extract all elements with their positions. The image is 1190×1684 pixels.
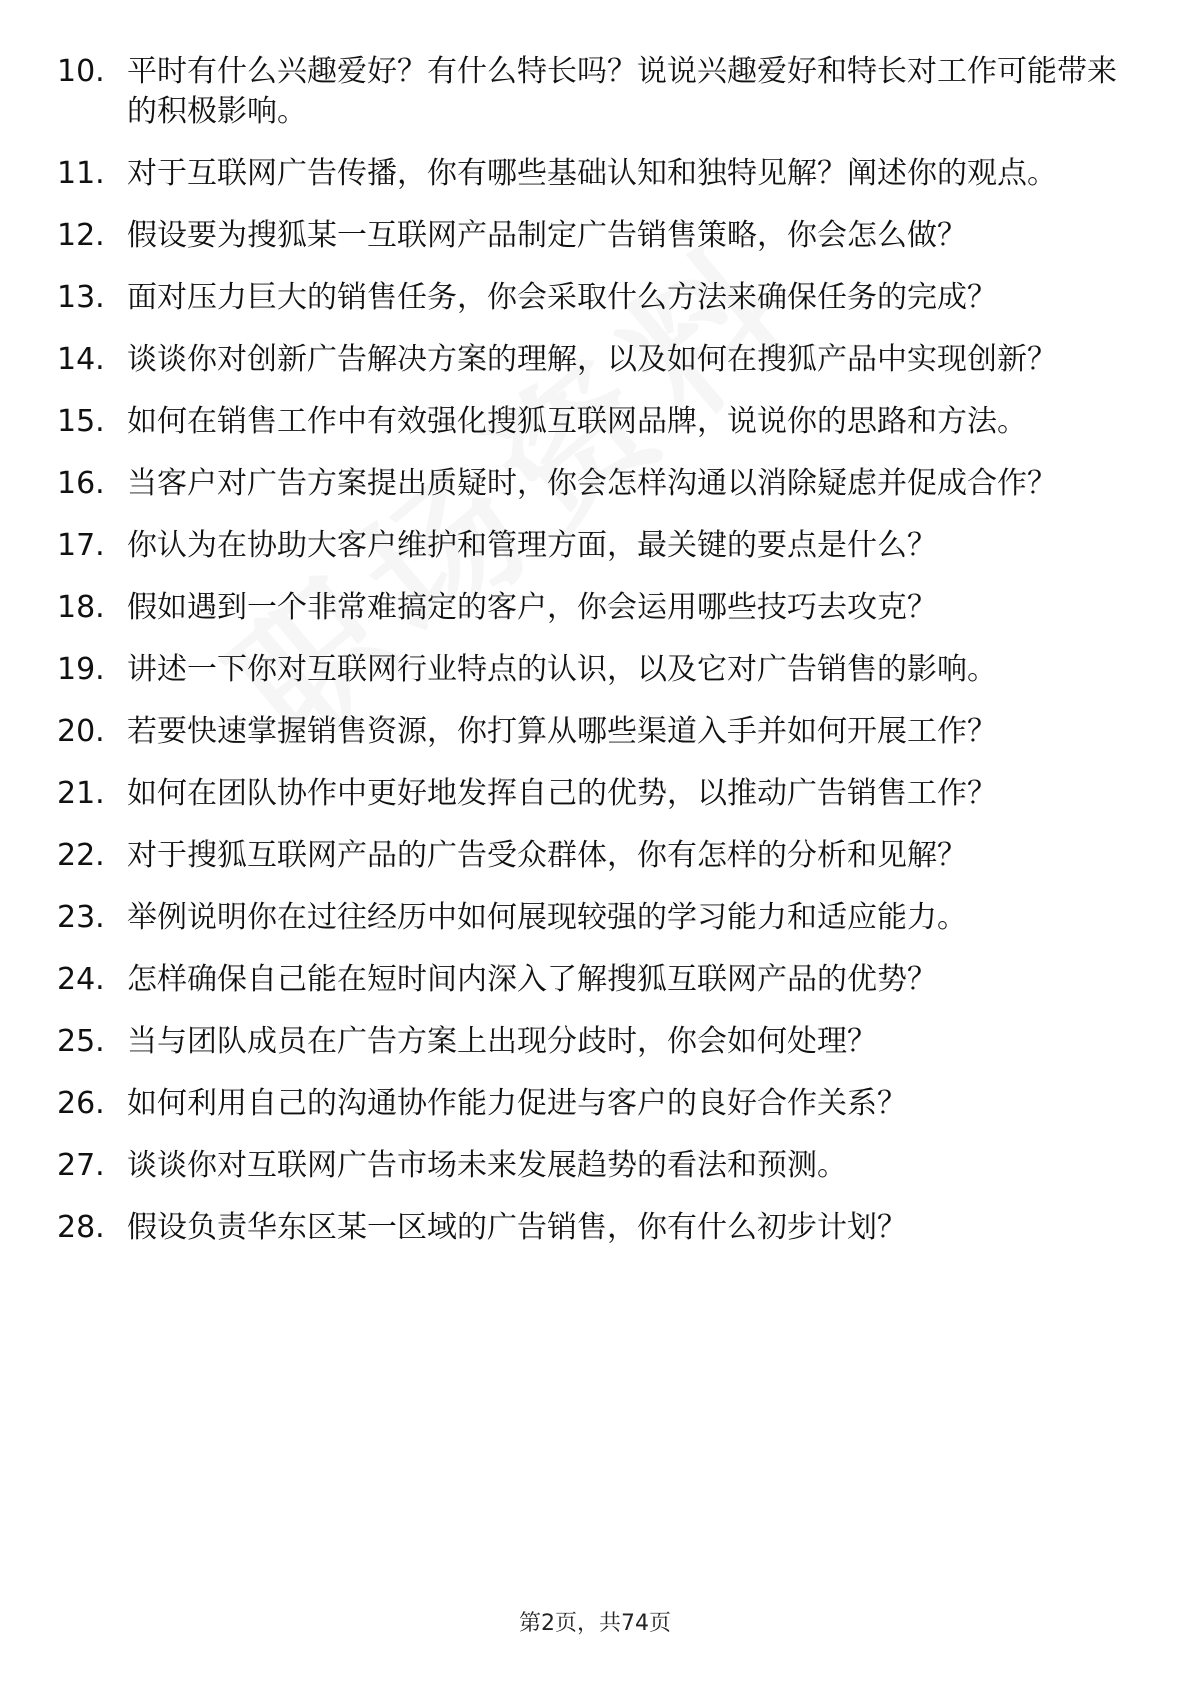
question-text: 当与团队成员在广告方案上出现分歧时，你会如何处理？: [127, 1024, 877, 1059]
question-item: [57, 960, 1117, 1000]
question-item: [57, 340, 1117, 380]
question-text: 假设负责华东区某一区域的广告销售，你有什么初步计划？: [127, 1210, 907, 1245]
question-text: 假设要为搜狐某一互联网产品制定广告销售策略，你会怎么做？: [127, 218, 967, 253]
question-item: [57, 526, 1117, 566]
question-item: [57, 836, 1117, 876]
question-text: 如何利用自己的沟通协作能力促进与客户的良好合作关系？: [127, 1086, 907, 1121]
question-item: [57, 588, 1117, 628]
question-text: 怎样确保自己能在短时间内深入了解搜狐互联网产品的优势？: [127, 962, 937, 997]
question-number: 16.: [57, 466, 105, 501]
question-number: 11.: [57, 156, 105, 191]
question-number: 27.: [57, 1148, 105, 1183]
question-number: 15.: [57, 404, 105, 439]
question-item: [57, 464, 1117, 504]
question-item: [57, 1084, 1117, 1124]
question-item: [57, 1022, 1117, 1062]
question-text: 面对压力巨大的销售任务，你会采取什么方法来确保任务的完成？: [127, 280, 997, 315]
question-list: [57, 52, 1117, 1270]
question-item: [57, 1146, 1117, 1186]
question-text: 如何在团队协作中更好地发挥自己的优势，以推动广告销售工作？: [127, 776, 997, 811]
question-number: 25.: [57, 1024, 105, 1059]
question-number: 20.: [57, 714, 105, 749]
question-item: [57, 712, 1117, 752]
question-item: [57, 1208, 1117, 1248]
question-text: 举例说明你在过往经历中如何展现较强的学习能力和适应能力。: [127, 900, 967, 935]
question-text: 平时有什么兴趣爱好？有什么特长吗？说说兴趣爱好和特长对工作可能带来的积极影响。: [127, 54, 1117, 129]
question-item: [57, 216, 1117, 256]
question-text: 假如遇到一个非常难搞定的客户，你会运用哪些技巧去攻克？: [127, 590, 937, 625]
question-item: [57, 52, 1117, 132]
question-item: [57, 154, 1117, 194]
page-footer: 第2页，共74页: [519, 1611, 671, 1636]
question-text: 谈谈你对创新广告解决方案的理解，以及如何在搜狐产品中实现创新？: [127, 342, 1057, 377]
question-number: 23.: [57, 900, 105, 935]
question-item: [57, 898, 1117, 938]
question-number: 22.: [57, 838, 105, 873]
question-item: [57, 650, 1117, 690]
question-text: 讲述一下你对互联网行业特点的认识，以及它对广告销售的影响。: [127, 652, 997, 687]
question-number: 19.: [57, 652, 105, 687]
question-text: 如何在销售工作中有效强化搜狐互联网品牌，说说你的思路和方法。: [127, 404, 1027, 439]
question-number: 21.: [57, 776, 105, 811]
question-number: 18.: [57, 590, 105, 625]
question-number: 26.: [57, 1086, 105, 1121]
question-number: 14.: [57, 342, 105, 377]
question-number: 10.: [57, 54, 105, 89]
question-text: 谈谈你对互联网广告市场未来发展趋势的看法和预测。: [127, 1148, 847, 1183]
question-text: 当客户对广告方案提出质疑时，你会怎样沟通以消除疑虑并促成合作？: [127, 466, 1057, 501]
question-item: [57, 402, 1117, 442]
question-text: 若要快速掌握销售资源，你打算从哪些渠道入手并如何开展工作？: [127, 714, 997, 749]
question-number: 24.: [57, 962, 105, 997]
question-number: 28.: [57, 1210, 105, 1245]
question-item: [57, 774, 1117, 814]
question-text: 对于互联网广告传播，你有哪些基础认知和独特见解？阐述你的观点。: [127, 156, 1057, 191]
question-item: [57, 278, 1117, 318]
question-text: 对于搜狐互联网产品的广告受众群体，你有怎样的分析和见解？: [127, 838, 967, 873]
question-text: 你认为在协助大客户维护和管理方面，最关键的要点是什么？: [127, 528, 937, 563]
question-number: 17.: [57, 528, 105, 563]
question-number: 13.: [57, 280, 105, 315]
question-number: 12.: [57, 218, 105, 253]
